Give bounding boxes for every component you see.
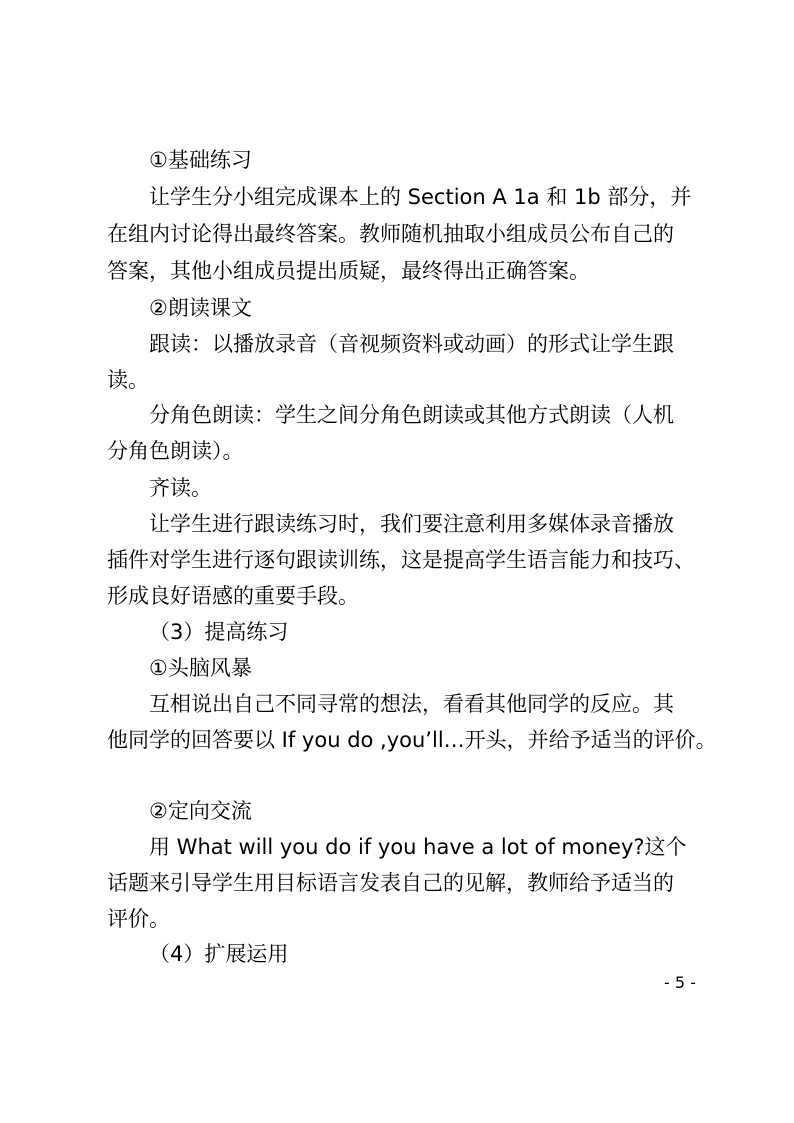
heading-advanced-practice: （3）提高练习 (149, 620, 289, 644)
paragraph-line: 插件对学生进行逐句跟读训练，这是提高学生语言能力和技巧、 (107, 548, 695, 572)
paragraph-line: 互相说出自己不同寻常的想法，看看其他同学的反应。其 (149, 692, 674, 716)
heading-directed-exchange: ②定向交流 (149, 799, 252, 823)
paragraph-line: 跟读：以播放录音（音视频资料或动画）的形式让学生跟 (149, 332, 674, 356)
paragraph-line: 答案，其他小组成员提出质疑，最终得出正确答案。 (107, 259, 590, 283)
heading-brainstorm: ①头脑风暴 (149, 656, 252, 680)
paragraph-line: 形成良好语感的重要手段。 (107, 584, 359, 608)
paragraph-line: 用 What will you do if you have a lot of money?这个 (149, 835, 687, 859)
paragraph-line: 评价。 (107, 907, 170, 931)
paragraph-line: 分角色朗读）。 (107, 439, 244, 463)
heading-extended-use: （4）扩展运用 (149, 942, 289, 966)
paragraph-line: 齐读。 (149, 476, 212, 500)
paragraph-line: 让学生进行跟读练习时，我们要注意利用多媒体录音播放 (149, 512, 674, 536)
paragraph-line: 在组内讨论得出最终答案。教师随机抽取小组成员公布自己的 (107, 222, 674, 246)
paragraph-line: 读。 (107, 368, 149, 392)
paragraph-line: 话题来引导学生用目标语言发表自己的见解，教师给予适当的 (107, 871, 674, 895)
page-number: - 5 - (664, 973, 696, 992)
heading-read-text: ②朗读课文 (149, 296, 252, 320)
paragraph-line: 分角色朗读：学生之间分角色朗读或其他方式朗读（人机 (149, 403, 674, 427)
heading-basic-practice: ①基础练习 (149, 148, 252, 172)
paragraph-line: 让学生分小组完成课本上的 Section A 1a 和 1b 部分，并 (149, 185, 692, 209)
paragraph-line: 他同学的回答要以 If you do ,you’ll…开头，并给予适当的评价。 (107, 728, 717, 752)
